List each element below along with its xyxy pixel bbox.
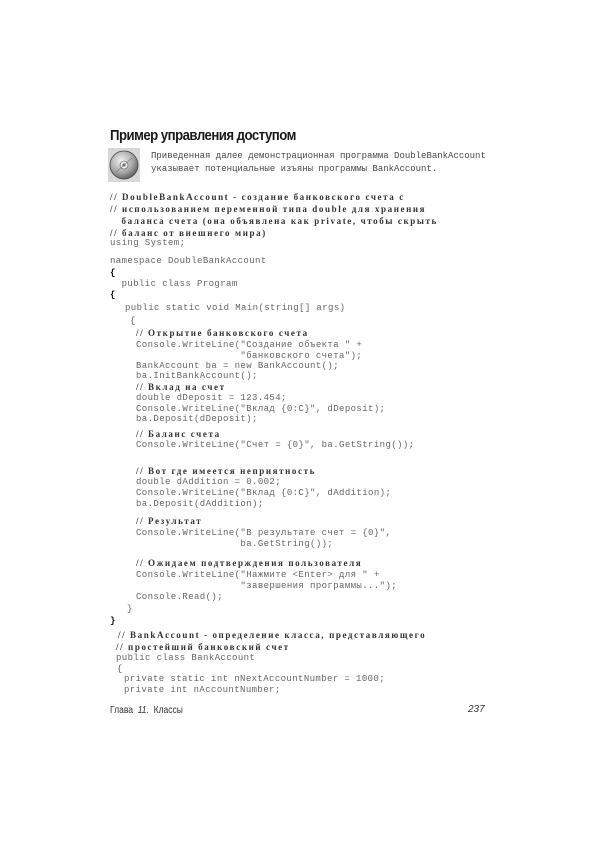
chapter-title: Классы: [153, 705, 183, 716]
section-heading: Пример управления доступом: [110, 127, 296, 144]
intro-paragraph: [151, 150, 511, 176]
code-line: "банковского счета");: [136, 351, 363, 361]
code-comment-line: // Результат: [136, 516, 203, 526]
code-line: double dAddition = 0.002;: [136, 477, 282, 487]
code-line: "завершения программы...");: [136, 581, 398, 591]
code-line: {: [130, 316, 136, 326]
code-comment-line: баланса счета (она объявлена как private, чтобы скрыть: [110, 216, 438, 226]
code-comment-line: // Вклад на счет: [136, 382, 226, 392]
chapter-number: 11.: [137, 705, 149, 716]
code-line: private static int nNextAccountNumber = 1000;: [124, 674, 386, 684]
code-line: public static void Main(string[] args): [125, 303, 346, 313]
chapter-label: Глава: [110, 705, 133, 716]
code-line: Console.WriteLine("Вклад {0:C}", dAddition);: [136, 488, 392, 498]
code-comment-line: // баланс от внешнего мира): [110, 228, 267, 238]
code-comment-line: // простейший банковский счет: [116, 642, 290, 652]
code-line: Console.Read();: [136, 592, 224, 602]
code-comment-line: // Баланс счета: [136, 429, 221, 439]
code-line: ba.GetString());: [136, 539, 334, 549]
code-line: Console.WriteLine("Создание объекта " +: [136, 340, 363, 350]
code-line: public class Program: [110, 279, 238, 289]
code-line: {: [110, 290, 116, 300]
code-comment-line: // Ожидаем подтверждения пользователя: [136, 558, 363, 568]
code-line: private int nAccountNumber;: [124, 685, 281, 695]
code-line: }: [127, 604, 133, 614]
code-line: public class BankAccount: [116, 653, 256, 663]
code-line: namespace DoubleBankAccount: [110, 256, 267, 266]
code-line: {: [110, 268, 116, 278]
code-line: Console.WriteLine("В результате счет = {0}",: [136, 528, 392, 538]
code-line: Console.WriteLine("Счет = {0}", ba.GetString());: [136, 440, 415, 450]
page-number: 237: [468, 704, 485, 715]
code-line: Console.WriteLine("Нажмите <Enter> для " +: [136, 570, 380, 580]
code-line: {: [117, 664, 123, 674]
code-comment-line: // Вот где имеется неприятность: [136, 466, 316, 476]
code-line: ba.InitBankAccount();: [136, 371, 258, 381]
code-comment-line: // DoubleBankAccount - создание банковского счета с: [110, 192, 405, 202]
code-line: ba.Deposit(dDeposit);: [136, 414, 258, 424]
code-line: ba.Deposit(dAddition);: [136, 499, 264, 509]
code-line: using System;: [110, 238, 186, 248]
code-line: Console.WriteLine("Вклад {0:C}", dDeposit);: [136, 404, 386, 414]
code-line: double dDeposit = 123.454;: [136, 393, 287, 403]
code-line: BankAccount ba = new BankAccount();: [136, 361, 340, 371]
cd-disc-icon: [108, 148, 140, 182]
code-line: }: [110, 616, 116, 626]
code-comment-line: // BankAccount - определение класса, представляющего: [118, 630, 427, 640]
page-footer-chapter: [110, 705, 183, 716]
code-comment-line: // Открытие банковского счета: [136, 328, 309, 338]
intro-line: указывает потенциальные изъяны программы BankAccount.: [151, 164, 438, 174]
code-comment-line: // использованием переменной типа double для хранения: [110, 204, 427, 214]
intro-line: Приведенная далее демонстрационная программа DoubleBankAccount: [151, 151, 486, 161]
